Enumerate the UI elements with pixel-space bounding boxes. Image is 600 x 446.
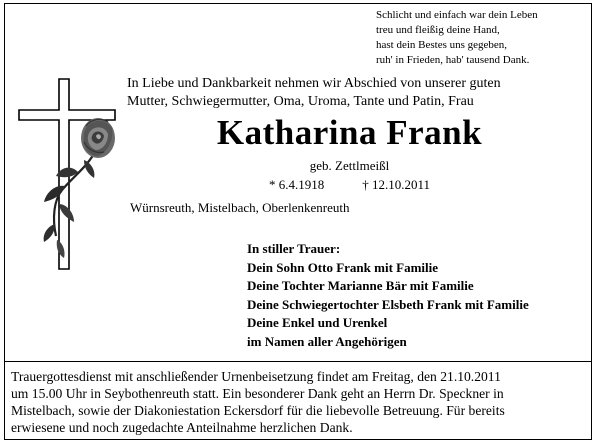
intro-text — [127, 75, 587, 111]
mourner-line: im Namen aller Angehörigen — [247, 333, 407, 349]
service-info — [11, 368, 591, 436]
service-line: um 15.00 Uhr in Seybothenreuth statt. Ein besonderer Dank geht an Herrn Dr. Speckner in — [11, 386, 504, 401]
mourner-line: Deine Tochter Marianne Bär mit Familie — [247, 278, 474, 294]
poem-line: Schlicht und einfach war dein Leben — [376, 9, 538, 21]
service-line: Mistelbach, sowie der Diakoniestation Eckersdorf für die liebevolle Betreuung. Für bereits — [11, 403, 505, 418]
mourners-list — [247, 240, 592, 352]
mourner-line: Deine Enkel und Urenkel — [247, 315, 388, 331]
divider — [4, 361, 592, 362]
maiden-name: geb. Zettlmeißl — [309, 158, 390, 173]
mourners-heading: In stiller Trauer: — [247, 241, 341, 256]
intro-line: In Liebe und Dankbarkeit nehmen wir Abschied von unserer guten — [127, 76, 501, 91]
death-date: † 12.10.2011 — [362, 177, 431, 192]
leaf-icon — [84, 160, 94, 178]
intro-line: Mutter, Schwiegermutter, Oma, Uroma, Tante und Patin, Frau — [127, 94, 474, 109]
life-dates — [122, 176, 577, 193]
poem-line: hast dein Bestes uns gegeben, — [376, 39, 508, 51]
leaf-icon — [44, 224, 55, 242]
mourner-line: Dein Sohn Otto Frank mit Familie — [247, 259, 439, 275]
poem — [376, 8, 586, 68]
mourner-line: Deine Schwiegertochter Elsbeth Frank mit Familie — [247, 296, 529, 312]
poem-line: ruh' in Frieden, hab' tausend Dank. — [376, 54, 530, 66]
places-of-residence: Würnsreuth, Mistelbach, Oberlenkenreuth — [130, 200, 350, 215]
rose-icon — [81, 118, 115, 158]
service-line: Trauergottesdienst mit anschließender Urnenbeisetzung findet am Freitag, den 21.10.2011 — [11, 369, 501, 384]
cross-with-rose-icon — [18, 78, 118, 270]
birth-date: * 6.4.1918 — [268, 177, 325, 192]
service-line: erwiesene und noch zugedachte Anteilnahme herzlichen Dank. — [11, 420, 353, 435]
poem-line: treu und fleißig deine Hand, — [376, 24, 500, 36]
deceased-name: Katharina Frank — [216, 113, 483, 152]
